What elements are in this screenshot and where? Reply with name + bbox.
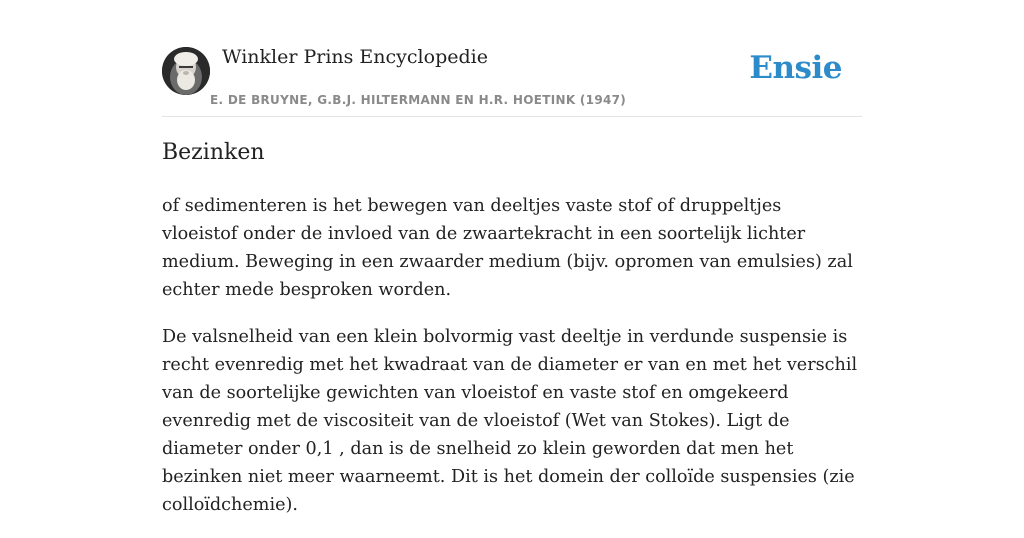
article-paragraph: of sedimenteren is het bewegen van deeltjes vaste stof of druppeltjes vloeistof onder de invloed van de zwaartekracht in een soortelijk lichter medium. Beweging in een zwaarder medium (bijv. opromen van emulsies) zal echter mede besproken worden. [162,196,853,300]
ensie-logo[interactable]: Ensie [749,50,842,86]
source-header [162,0,862,117]
portrait-image [162,47,210,95]
author-portrait[interactable] [162,47,210,95]
article-body [162,192,862,538]
article-title: Bezinken [162,140,265,165]
source-title[interactable]: Winkler Prins Encyclopedie [222,46,488,68]
page-container [162,0,862,515]
source-authors: E. DE BRUYNE, G.B.J. HILTERMANN EN H.R. HOETINK (1947) [210,93,627,107]
article-paragraph: De valsnelheid van een klein bolvormig vast deeltje in verdunde suspensie is recht evenredig met het kwadraat van de diameter er van en met het verschil van de soortelijke gewichten van vloeistof en vaste stof en omgekeerd evenredig met de viscositeit van de vloeistof (Wet van Stokes). Ligt de diameter onder 0,1 , dan is de snelheid zo klein geworden dat men het bezinken niet meer waarneemt. Dit is het domein der colloïde suspensies (zie colloïdchemie). [162,327,858,515]
